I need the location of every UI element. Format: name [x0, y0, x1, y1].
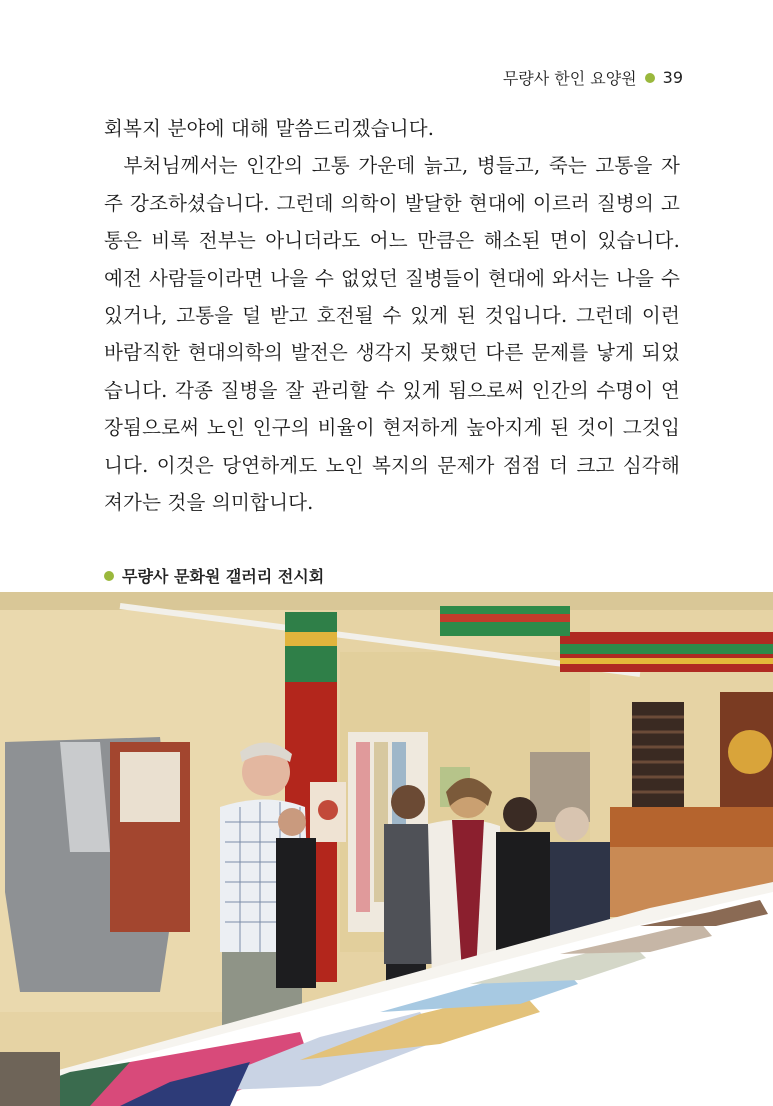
body-text: [104, 110, 680, 521]
running-title: 무량사 한인 요양원: [502, 69, 637, 88]
figure-caption: [104, 564, 324, 587]
paragraph: 회복지 분야에 대해 말씀드리겠습니다.: [104, 117, 435, 140]
bullet-dot-icon: [645, 73, 655, 83]
paragraph: 부처님께서는 인간의 고통 가운데 늙고, 병들고, 죽는 고통을 자주 강조하셨습니다. 그런데 의학이 발달한 현대에 이르러 질병의 고통은 비록 전부는 아니더라도 어느 만큼은 해소된 면이 있습니다. 예전 사람들이라면 나을 수 없었던 질병들이 현대에 와서는 나을 수 있거나, 고통을 덜 받고 호전될 수 있게 된 것입니다. 그런데 이런 바람직한 현대의학의 발전은 생각지 못했던 다른 문제를 낳게 되었습니다. 각종 질병을 잘 관리할 수 있게 됨으로써 인간의 수명이 연장됨으로써 노인 인구의 비율이 현저하게 높아지게 된 것이 그것입니다. 이것은 당연하게도 노인 복지의 문제가 점점 더 크고 심각해져가는 것을 의미합니다.: [104, 154, 680, 515]
caption-text: 무량사 문화원 갤러리 전시회: [122, 567, 325, 586]
gallery-exhibition-photo: [0, 592, 773, 1106]
page-number: 39: [662, 68, 683, 87]
running-header: [503, 66, 683, 89]
photo-illustration: [0, 592, 773, 1106]
bullet-dot-icon: [104, 571, 114, 581]
